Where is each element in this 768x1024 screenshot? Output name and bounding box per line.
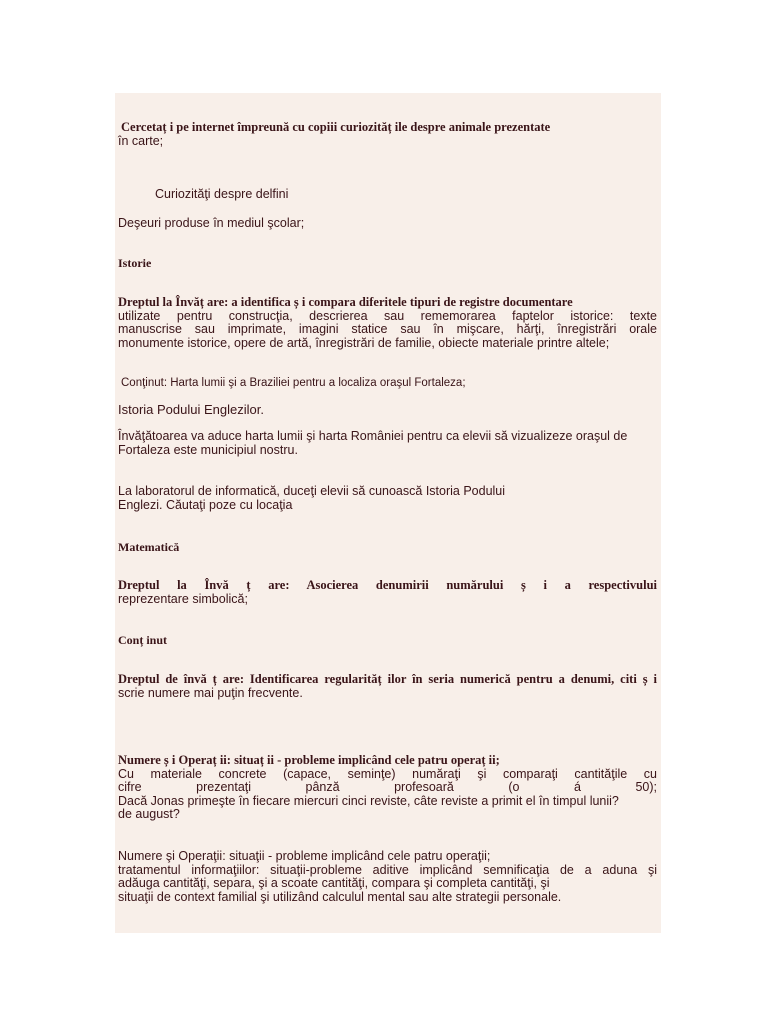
information-treatment-line-4: situaţii de context familial şi utilizând calculul mental sau alte strategii personale. [118, 889, 562, 904]
section-title-matematica: Matematică [118, 540, 180, 554]
history-right-line-4: monumente istorice, opere de artă, înregistrări de familie, obiecte materiale printre altele; [118, 335, 610, 350]
information-treatment-line-1: Numere şi Operaţii: situaţii - probleme implicând cele patru operaţii; [118, 849, 491, 863]
information-treatment-line-3: adăuga cantităţi, separa, şi a scoate cantităţi, compara şi completa cantităţi, şi [118, 876, 550, 890]
section-title-continut: Conț inut [118, 633, 168, 647]
history-right-line-1: Dreptul la Învăț are: a identifica ș i compara diferitele tipuri de registre documentare [118, 295, 573, 309]
school-waste: Deşeuri produse în mediul şcolar; [118, 216, 305, 230]
history-right-line-3: manuscrise sau imprimate, imagini statice sau în mişcare, hărţi, înregistrări orale [118, 322, 657, 336]
math-right-line-2: reprezentare simbolică; [118, 591, 248, 606]
information-treatment-line-2: tratamentul informaţiilor: situaţii-probleme aditive implicând semnificaţia de a aduna şi [118, 862, 657, 877]
teacher-map-line-1: Învăţătoarea va aduce harta lumii şi harta României pentru ca elevii să vizualizeze oraşul de [118, 429, 628, 443]
math-regularities-line-1: Dreptul de învă ț are: Identificarea regularităț ilor în seria numerică pentru a denumi, citi ș i [118, 672, 657, 686]
math-regularities-paragraph [118, 673, 657, 700]
teacher-map-paragraph [118, 430, 657, 457]
math-right-paragraph [118, 579, 657, 606]
computer-lab-paragraph [118, 485, 657, 512]
numbers-operations-line-4: Dacă Jonas primeşte în fiecare miercuri cinci reviste, câte reviste a primit el în timpul lunii? [118, 793, 619, 808]
math-right-line-1: Dreptul la Învă ț are: Asocierea denumirii numărului ș i a respectivului [118, 578, 657, 592]
dolphin-curiosities: Curiozităţi despre delfini [155, 187, 289, 201]
english-bridge-history: Istoria Podului Englezilor. [118, 402, 264, 417]
section-title-istorie: Istorie [118, 256, 152, 270]
numbers-operations-line-3: cifre prezentaţi pânză profesoară (o á 50); [118, 780, 657, 794]
computer-lab-line-1: La laboratorul de informatică, duceţi elevii să cunoască Istoria Podului [118, 484, 506, 498]
research-line-2: în carte; [118, 133, 164, 148]
research-paragraph [118, 121, 657, 148]
document-page [115, 93, 661, 933]
numbers-operations-line-5: de august? [118, 807, 180, 821]
numbers-operations-line-1: Numere ș i Operaț ii: situaț ii - probleme implicând cele patru operaț ii; [118, 753, 500, 767]
numbers-operations-line-2: Cu materiale concrete (capace, seminţe) număraţi şi comparaţi cantităţile cu [118, 766, 657, 781]
history-content: Conţinut: Harta lumii şi a Braziliei pentru a localiza oraşul Fortaleza; [121, 377, 466, 389]
history-right-paragraph [118, 296, 657, 350]
math-regularities-line-2: scrie numere mai puţin frecvente. [118, 685, 303, 700]
computer-lab-line-2: Englezi. Căutaţi poze cu locaţia [118, 497, 293, 512]
information-treatment-paragraph [118, 850, 657, 904]
research-line-1: Cercetaț i pe internet împreună cu copiii curiozităț ile despre animale prezentate [121, 120, 551, 134]
teacher-map-line-2: Fortaleza este municipiul nostru. [118, 442, 298, 457]
history-right-line-2: utilizate pentru construcţia, descrierea sau rememorarea faptelor istorice: texte [118, 308, 657, 323]
numbers-operations-paragraph [118, 754, 657, 822]
